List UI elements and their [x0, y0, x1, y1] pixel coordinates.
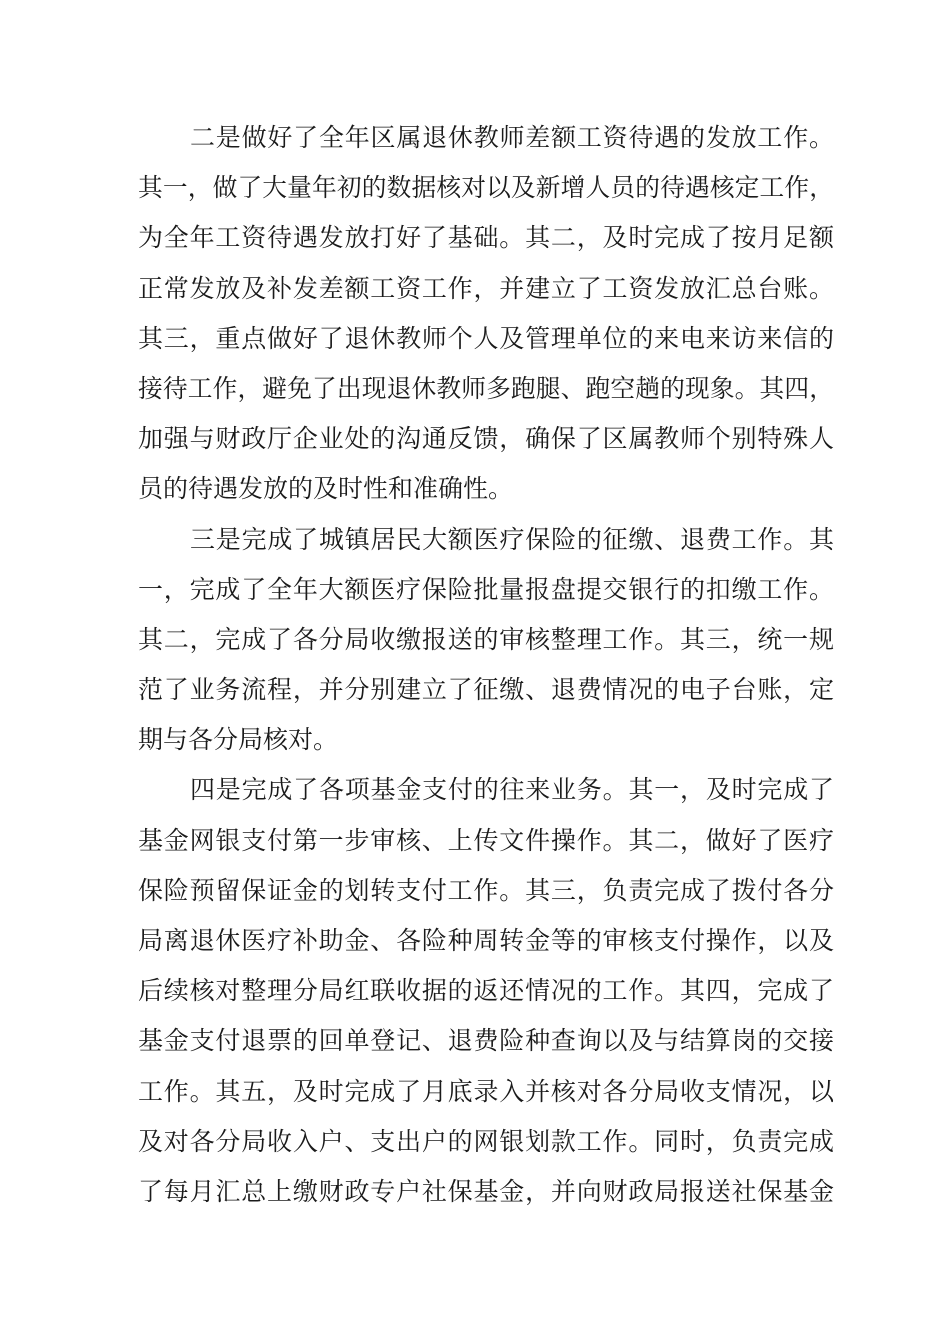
text-line: 期与各分局核对。 — [138, 725, 339, 755]
text-line: 加强与财政厅企业处的沟通反馈，确保了区属教师个别特殊人 — [138, 424, 834, 454]
text-line: 一，完成了全年大额医疗保险批量报盘提交银行的扣缴工作。 — [138, 574, 834, 604]
text-line: 其一，做了大量年初的数据核对以及新增人员的待遇核定工作， — [138, 173, 834, 203]
text-line: 范了业务流程，并分别建立了征缴、退费情况的电子台账，定 — [138, 675, 834, 705]
paragraph-medical-insurance — [138, 515, 834, 766]
text-line: 及对各分局收入户、支出户的网银划款工作。同时，负责完成 — [138, 1126, 834, 1156]
text-line: 接待工作，避免了出现退休教师多跑腿、跑空趟的现象。其四， — [138, 373, 834, 403]
text-line: 保险预留保证金的划转支付工作。其三，负责完成了拨付各分 — [138, 875, 834, 905]
text-line: 为全年工资待遇发放打好了基础。其二，及时完成了按月足额 — [138, 223, 834, 253]
paragraph-fund-payments — [138, 765, 834, 1217]
text-line: 四是完成了各项基金支付的往来业务。其一，及时完成了 — [190, 775, 834, 805]
body-text — [138, 113, 834, 1217]
text-line: 其二，完成了各分局收缴报送的审核整理工作。其三，统一规 — [138, 624, 834, 654]
text-line: 三是完成了城镇居民大额医疗保险的征缴、退费工作。其 — [190, 524, 834, 554]
text-line: 基金网银支付第一步审核、上传文件操作。其二，做好了医疗 — [138, 825, 834, 855]
text-line: 了每月汇总上缴财政专户社保基金，并向财政局报送社保基金 — [138, 1176, 834, 1206]
text-line: 其三，重点做好了退休教师个人及管理单位的来电来访来信的 — [138, 323, 834, 353]
text-line: 员的待遇发放的及时性和准确性。 — [138, 474, 514, 504]
text-line: 二是做好了全年区属退休教师差额工资待遇的发放工作。 — [190, 123, 834, 152]
text-line: 工作。其五，及时完成了月底录入并核对各分局收支情况，以 — [138, 1076, 834, 1106]
paragraph-retired-teacher-wages — [138, 113, 834, 515]
text-line: 基金支付退票的回单登记、退费险种查询以及与结算岗的交接 — [138, 1026, 834, 1056]
text-line: 正常发放及补发差额工资工作，并建立了工资发放汇总台账。 — [138, 273, 834, 303]
text-line: 后续核对整理分局红联收据的返还情况的工作。其四，完成了 — [138, 976, 834, 1006]
text-line: 局离退休医疗补助金、各险种周转金等的审核支付操作，以及 — [138, 926, 834, 955]
